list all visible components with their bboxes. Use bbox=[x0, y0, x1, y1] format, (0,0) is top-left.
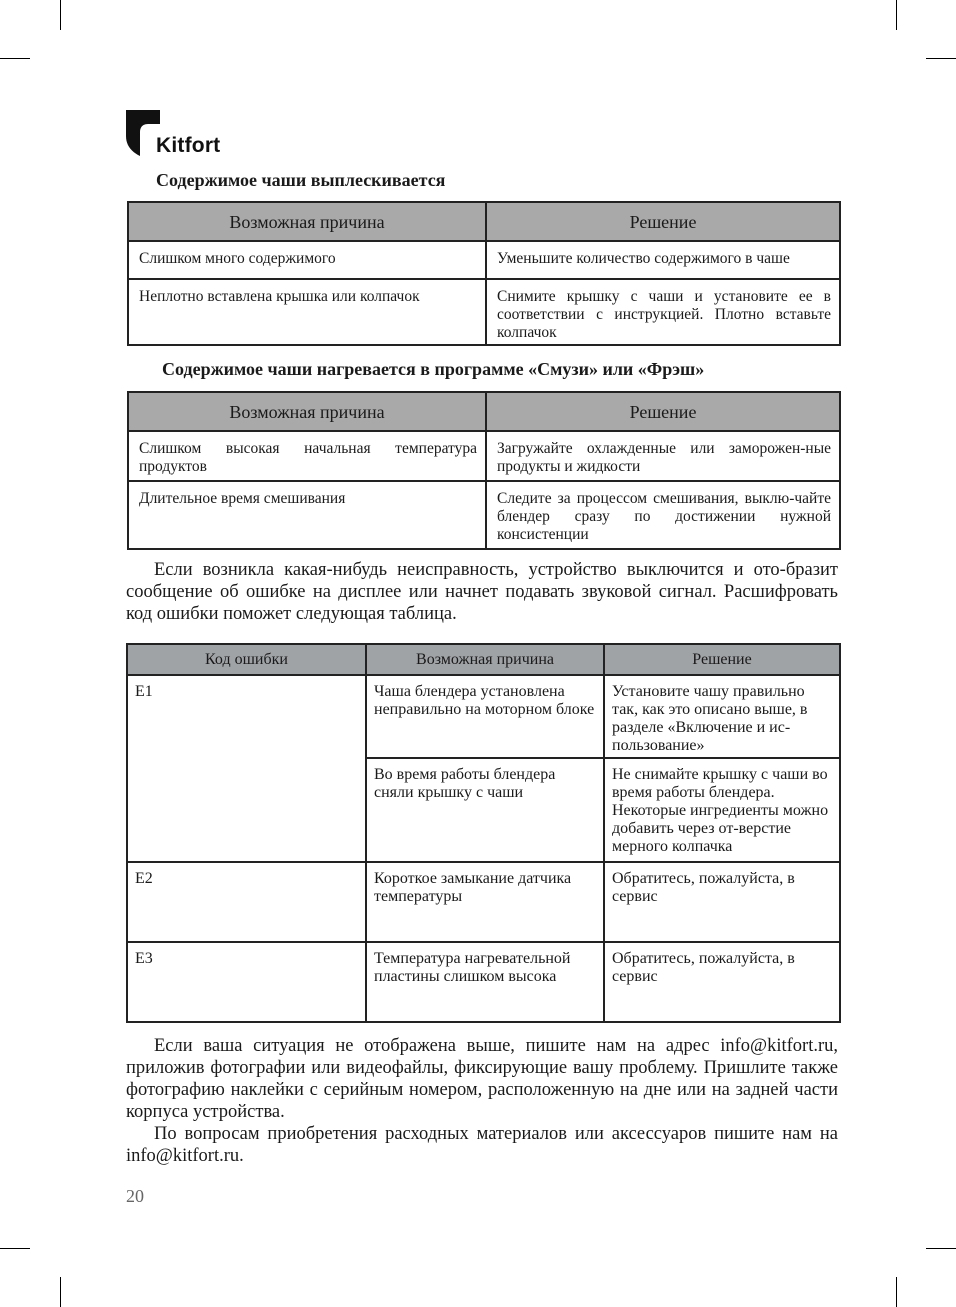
page-number: 20 bbox=[126, 1186, 144, 1206]
solution-cell: Загружайте охлажденные или заморожен-ные продукты и жидкости bbox=[497, 440, 831, 475]
intro-paragraph bbox=[126, 559, 838, 625]
solution-cell: Не снимайте крышку с чаши во время работы блендера. Некоторые ингредиенты можно добавить через от-верстие мерного колпачка bbox=[612, 766, 829, 855]
header-cause: Возможная причина bbox=[128, 392, 486, 431]
header-solution: Решение bbox=[486, 392, 840, 431]
solution-cell: Следите за процессом смешивания, выклю-чайте блендер сразу по достижении нужной консистенции bbox=[497, 490, 831, 543]
section2-title: Содержимое чаши нагревается в программе «Смузи» или «Фрэш» bbox=[162, 359, 705, 379]
accessories-paragraph: По вопросам приобретения расходных материалов или аксессуаров пишите нам на info@kitfort.ru. bbox=[126, 1124, 838, 1166]
cause-cell: Слишком много содержимого bbox=[139, 250, 336, 267]
crop-mark bbox=[0, 1248, 30, 1249]
header-solution: Решение bbox=[486, 202, 840, 241]
table-row bbox=[128, 431, 840, 481]
contact-paragraph: Если ваша ситуация не отображена выше, пишите нам на адрес info@kitfort.ru, приложив фотографии или видеофайлы, фиксирующие вашу проблему. Пришлите также фотографию наклейки с серийным номером, расположенную на дне или на задней части корпуса устройства. bbox=[126, 1036, 838, 1122]
solution-cell: Снимите крышку с чаши и установите ее в соответствии с инструкцией. Плотно вставьте колпачок bbox=[497, 288, 831, 341]
section1-title: Содержимое чаши выплескивается bbox=[156, 170, 446, 190]
solution-cell: Обратитесь, пожалуйста, в сервис bbox=[612, 950, 795, 985]
cause-cell: Чаша блендера установлена неправильно на моторном блоке bbox=[374, 683, 595, 718]
error-code-cell: E3 bbox=[135, 950, 153, 967]
closing-paragraphs bbox=[126, 1035, 838, 1167]
table-row bbox=[128, 279, 840, 345]
error-code-table bbox=[126, 643, 841, 1023]
table-row bbox=[127, 862, 840, 942]
crop-mark bbox=[896, 1277, 897, 1307]
crop-mark bbox=[60, 1277, 61, 1307]
intro-text: Если возникла какая-нибудь неисправность, устройство выключится и ото-бразит сообщение об ошибке на дисплее или начнет подавать звуковой сигнал. Расшифровать код ошибки поможет следующая таблица. bbox=[126, 560, 838, 624]
table-heating bbox=[127, 391, 841, 550]
cause-cell: Во время работы блендера сняли крышку с чаши bbox=[374, 766, 556, 801]
solution-cell: Обратитесь, пожалуйста, в сервис bbox=[612, 870, 795, 905]
solution-cell: Установите чашу правильно так, как это описано выше, в разделе «Включение и ис-пользование» bbox=[612, 683, 808, 754]
table-row bbox=[128, 241, 840, 279]
error-code-cell: E1 bbox=[135, 683, 153, 700]
table-row bbox=[127, 675, 840, 758]
cause-cell: Температура нагревательной пластины слишком высока bbox=[374, 950, 571, 985]
crop-mark bbox=[896, 0, 897, 30]
cause-cell: Неплотно вставлена крышка или колпачок bbox=[139, 288, 420, 305]
error-code-cell: E2 bbox=[135, 870, 153, 887]
table-row bbox=[128, 481, 840, 549]
cause-cell: Короткое замыкание датчика температуры bbox=[374, 870, 572, 905]
crop-mark bbox=[926, 58, 956, 59]
crop-mark bbox=[60, 0, 61, 30]
header-solution: Решение bbox=[604, 644, 840, 675]
table-row bbox=[127, 942, 840, 1022]
crop-mark bbox=[0, 58, 30, 59]
brand-name: Kitfort bbox=[156, 134, 221, 157]
table-splashing bbox=[127, 201, 841, 346]
crop-mark bbox=[926, 1248, 956, 1249]
solution-cell: Уменьшите количество содержимого в чаше bbox=[497, 250, 790, 267]
cause-cell: Слишком высокая начальная температура продуктов bbox=[139, 440, 477, 475]
header-cause: Возможная причина bbox=[128, 202, 486, 241]
header-error-code: Код ошибки bbox=[127, 644, 366, 675]
cause-cell: Длительное время смешивания bbox=[139, 490, 346, 507]
header-cause: Возможная причина bbox=[366, 644, 604, 675]
